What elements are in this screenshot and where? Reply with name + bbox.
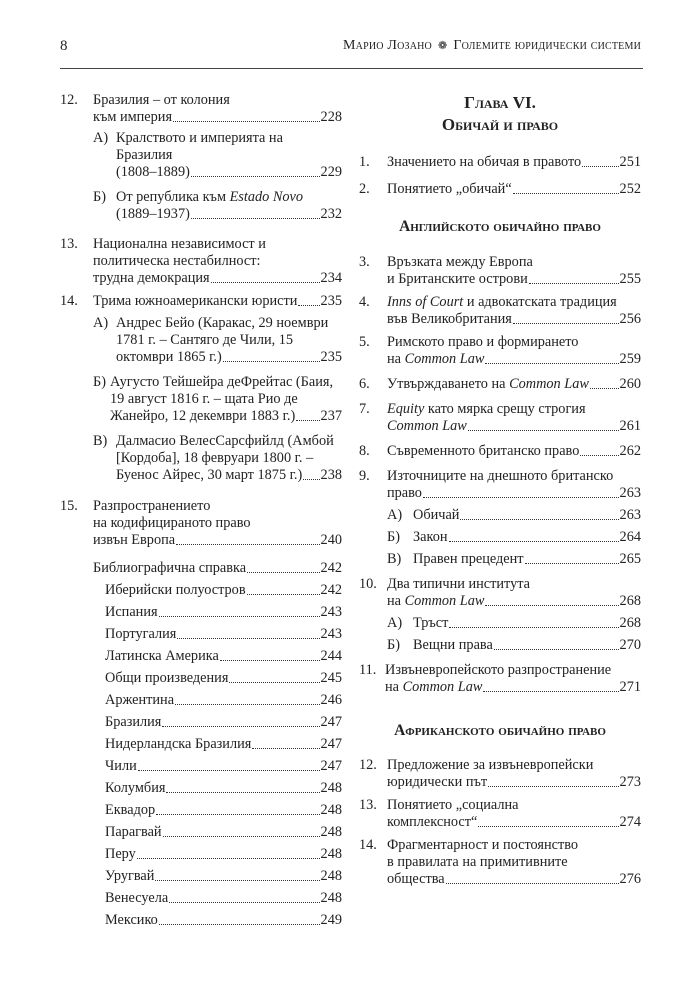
leader-dots	[211, 282, 320, 283]
toc-entry-r3[interactable]	[359, 254, 641, 288]
toc-entry-r11[interactable]	[359, 662, 641, 696]
leader-dots	[169, 902, 319, 903]
entry-title-line: Извъневропейското разпространение	[385, 662, 612, 678]
toc-entry-r14[interactable]	[359, 837, 641, 888]
entry-page: 255	[619, 271, 641, 287]
chapter-title: Обичай и право	[441, 115, 559, 134]
bibliography-item[interactable]	[105, 648, 342, 665]
entry-number: 12.	[359, 757, 377, 773]
header-rule	[60, 68, 643, 69]
leader-dots	[423, 497, 619, 498]
entry-number: 8.	[359, 443, 370, 459]
entry-title-line: трудна демокрация	[93, 270, 210, 286]
entry-title-line: Колумбия	[105, 780, 166, 796]
leader-dots	[478, 826, 618, 827]
entry-title-line: Значението на обичая в правото	[387, 154, 582, 170]
entry-page: 234	[320, 270, 342, 286]
leader-dots	[177, 638, 319, 639]
entry-page: 247	[320, 714, 342, 730]
leader-dots	[155, 880, 319, 881]
entry-page: 243	[320, 604, 342, 620]
toc-subentry-14a[interactable]	[60, 315, 342, 366]
entry-page: 248	[320, 824, 342, 840]
entry-number: 4.	[359, 294, 370, 310]
leader-dots	[525, 563, 619, 564]
entry-title-line: Понятието „социална	[387, 797, 519, 813]
entry-title-line: Аугусто Тейшейра деФрейтас (Баия,	[110, 374, 334, 390]
entry-title-line: Правен прецедент	[413, 551, 524, 567]
entry-title-line: Иберийски полуостров	[105, 582, 246, 598]
leader-dots	[468, 430, 619, 431]
entry-letter: А)	[93, 130, 109, 146]
leader-dots	[159, 616, 320, 617]
leader-dots	[485, 363, 618, 364]
entry-letter: Б)	[387, 637, 400, 653]
entry-page: 247	[320, 758, 342, 774]
bibliography-item[interactable]	[105, 824, 342, 841]
leader-dots	[446, 883, 619, 884]
bibliography-item[interactable]	[105, 846, 342, 863]
bibliography-item[interactable]	[105, 912, 342, 929]
entry-page: 248	[320, 890, 342, 906]
entry-title-line: Фрагментарност и постоянство	[387, 837, 579, 853]
leader-dots	[252, 748, 319, 749]
entry-title-line: Трима южноамерикански юристи	[93, 293, 298, 309]
entry-title-line: Андрес Бейо (Каракас, 29 ноември	[116, 315, 329, 331]
entry-title-line: Предложение за извъневропейски	[387, 757, 594, 773]
toc-entry-14[interactable]	[60, 293, 342, 310]
bibliography-item[interactable]	[105, 868, 342, 885]
entry-title-line: Буенос Айрес, 30 март 1875 г.)	[116, 467, 303, 483]
bibliography-item[interactable]	[105, 714, 342, 731]
entry-title-line: Еквадор	[105, 802, 156, 818]
toc-left-column	[60, 92, 342, 929]
entry-number: 13.	[60, 236, 78, 252]
entry-letter: В)	[93, 433, 108, 449]
entry-page: 276	[619, 871, 641, 887]
section-heading-african-law: Африканското обичайно право	[394, 722, 606, 739]
bibliography-item[interactable]	[105, 802, 342, 819]
toc-right-column	[359, 92, 641, 888]
leader-dots	[488, 786, 618, 787]
entry-page: 261	[619, 418, 641, 434]
entry-page: 263	[619, 485, 641, 501]
bibliography-item[interactable]	[105, 736, 342, 753]
entry-title-line: октомври 1865 г.)	[116, 349, 222, 365]
leader-dots	[229, 682, 319, 683]
entry-title-line: Inns of Court и адвокатската традиция	[387, 294, 617, 310]
entry-number: 6.	[359, 376, 370, 392]
entry-number: 9.	[359, 468, 370, 484]
entry-letter: Б)	[387, 529, 400, 545]
entry-number: 12.	[60, 92, 78, 108]
entry-title-line: Жанейро, 12 декември 1883 г.)	[110, 408, 296, 424]
leader-dots	[449, 627, 618, 628]
leader-dots	[494, 649, 619, 650]
bibliography-item[interactable]	[105, 890, 342, 907]
entry-title-line: Библиографична справка	[93, 560, 247, 576]
entry-title-line: Бразилия	[105, 714, 162, 730]
toc-entry-r5[interactable]	[359, 334, 641, 368]
entry-title-line: От република към Estado Novo	[116, 189, 304, 205]
entry-title-line: юридически път	[387, 774, 488, 790]
entry-title-line: Португалия	[105, 626, 177, 642]
leader-dots	[298, 305, 319, 306]
ornament-icon: ❁	[437, 40, 448, 52]
section-heading-english-law: Английското обичайно право	[399, 218, 601, 235]
entry-number: 10.	[359, 576, 377, 592]
entry-title-line: Equity като мярка срещу строгия	[387, 401, 586, 417]
leader-dots	[159, 924, 320, 925]
entry-title-line: Понятието „обичай“	[387, 181, 512, 197]
leader-dots	[175, 704, 319, 705]
entry-title-line: Общи произведения	[105, 670, 229, 686]
entry-title-line: Кралството и империята на Бразилия	[116, 130, 283, 163]
leader-dots	[166, 792, 319, 793]
entry-title-line: в правилата на примитивните	[387, 854, 568, 870]
entry-title-line: 1781 г. – Сантяго де Чили, 15	[116, 332, 294, 348]
bibliography-item[interactable]	[105, 758, 342, 775]
leader-dots	[460, 519, 618, 520]
entry-page: 251	[619, 154, 641, 170]
entry-number: 13.	[359, 797, 377, 813]
leader-dots	[483, 691, 618, 692]
leader-dots	[449, 541, 619, 542]
entry-number: 15.	[60, 498, 78, 514]
leader-dots	[582, 166, 618, 167]
entry-page: 248	[320, 802, 342, 818]
entry-title-line: на Common Law	[387, 593, 485, 609]
entry-title-line: политическа нестабилност:	[93, 253, 261, 269]
entry-title-line: Връзката между Европа	[387, 254, 533, 270]
leader-dots	[156, 814, 319, 815]
entry-letter: В)	[387, 551, 402, 567]
bibliography-item[interactable]	[105, 780, 342, 797]
entry-title-line: Утвърждаването на Common Law	[387, 376, 589, 392]
toc-entry-12[interactable]	[60, 92, 342, 126]
toc-entry-15[interactable]	[60, 498, 342, 549]
entry-title-line: на кодифицираното право	[93, 515, 251, 531]
leader-dots	[513, 323, 619, 324]
entry-title-line: Закон	[413, 529, 448, 545]
entry-page: 232	[320, 206, 342, 222]
entry-title-line: право	[387, 485, 422, 501]
entry-page: 256	[619, 311, 641, 327]
entry-title-line: Далмасио ВелесСарсфийлд (Амбой	[116, 433, 334, 449]
toc-subentry-r9c[interactable]	[359, 551, 641, 568]
book-title: Големите юридически системи	[453, 38, 641, 53]
entry-title-line: Тръст	[413, 615, 449, 631]
entry-number: 1.	[359, 154, 370, 170]
entry-title-line: Римското право и формирането	[387, 334, 579, 350]
entry-title-line: на Common Law	[387, 351, 485, 367]
entry-page: 264	[619, 529, 641, 545]
leader-dots	[176, 544, 319, 545]
entry-page: 246	[320, 692, 342, 708]
entry-title-line: (1889–1937)	[116, 206, 190, 222]
entry-title-line: Испания	[105, 604, 158, 620]
entry-letter: А)	[387, 507, 403, 523]
entry-number: 14.	[359, 837, 377, 853]
page-number: 8	[60, 38, 68, 54]
leader-dots	[580, 455, 618, 456]
entry-title-line: Аржентина	[105, 692, 175, 708]
entry-title-line: общества	[387, 871, 445, 887]
entry-title-line: Венесуела	[105, 890, 169, 906]
toc-subentry-12b[interactable]	[60, 189, 342, 223]
toc-entry-r4[interactable]	[359, 294, 641, 328]
toc-subentry-12a[interactable]	[60, 130, 342, 181]
entry-page: 235	[320, 293, 342, 309]
entry-page: 229	[320, 164, 342, 180]
leader-dots	[247, 594, 320, 595]
entry-title-line: [Кордоба], 18 февруари 1800 г. –	[116, 450, 314, 466]
leader-dots	[173, 121, 320, 122]
entry-page: 248	[320, 846, 342, 862]
leader-dots	[137, 858, 320, 859]
entry-number: 11.	[359, 662, 377, 678]
entry-title-line: Бразилия – от колония	[93, 92, 230, 108]
entry-title-line: Мексико	[105, 912, 158, 928]
leader-dots	[247, 572, 319, 573]
entry-page: 273	[619, 774, 641, 790]
toc-entry-r13[interactable]	[359, 797, 641, 831]
leader-dots	[138, 770, 320, 771]
bibliography-item[interactable]	[105, 670, 342, 687]
chapter-label: Глава VI.	[464, 93, 536, 112]
entry-title-line: към империя	[93, 109, 173, 125]
entry-page: 268	[619, 615, 641, 631]
author-name: Марио Лозано	[343, 38, 432, 53]
toc-entry-r10[interactable]	[359, 576, 641, 610]
leader-dots	[303, 479, 319, 480]
entry-page: 270	[619, 637, 641, 653]
entry-page: 242	[320, 560, 342, 576]
toc-entry-r6[interactable]	[359, 376, 641, 393]
bibliography-item[interactable]	[105, 692, 342, 709]
entry-number: 2.	[359, 181, 370, 197]
leader-dots	[529, 283, 619, 284]
entry-title-line: Латинска Америка	[105, 648, 219, 664]
entry-page: 252	[619, 181, 641, 197]
entry-number: 3.	[359, 254, 370, 270]
entry-page: 271	[619, 679, 641, 695]
bibliography-item[interactable]	[105, 626, 342, 643]
entry-page: 268	[619, 593, 641, 609]
entry-title-line: Вещни права	[413, 637, 493, 653]
leader-dots	[485, 605, 618, 606]
toc-entry-r12[interactable]	[359, 757, 641, 791]
bibliography-item[interactable]	[105, 604, 342, 621]
entry-number: 5.	[359, 334, 370, 350]
leader-dots	[191, 176, 320, 177]
entry-page: 240	[320, 532, 342, 548]
entry-page: 243	[320, 626, 342, 642]
entry-title-line: Разпространението	[93, 498, 211, 514]
entry-page: 265	[619, 551, 641, 567]
entry-letter: А)	[93, 315, 109, 331]
entry-number: 14.	[60, 293, 78, 309]
entry-title-line: извън Европа	[93, 532, 176, 548]
bibliography-list	[60, 582, 342, 929]
entry-title-line: на Common Law	[385, 679, 483, 695]
toc-subentry-14b[interactable]	[60, 374, 342, 425]
toc-entry-r7[interactable]	[359, 401, 641, 435]
toc-subentry-r10a[interactable]	[359, 615, 641, 632]
entry-title-line: комплексност“	[387, 814, 478, 830]
leader-dots	[220, 660, 320, 661]
toc-subentry-14c[interactable]	[60, 433, 342, 484]
entry-title-line: Чили	[105, 758, 137, 774]
entry-title-line: Common Law	[387, 418, 467, 434]
entry-letter: Б)	[93, 189, 106, 205]
entry-page: 263	[619, 507, 641, 523]
bibliography-item[interactable]	[105, 582, 342, 599]
entry-page: 248	[320, 780, 342, 796]
leader-dots	[162, 726, 319, 727]
running-header	[343, 38, 641, 54]
toc-subentry-r9a[interactable]	[359, 507, 641, 524]
toc-entry-r8[interactable]	[359, 443, 641, 460]
entry-page: 262	[619, 443, 641, 459]
toc-subentry-r9b[interactable]	[359, 529, 641, 546]
entry-page: 260	[619, 376, 641, 392]
entry-title-line: Съвременното британско право	[387, 443, 580, 459]
entry-letter: А)	[387, 615, 403, 631]
entry-title-line: Два типични института	[387, 576, 531, 592]
toc-entry-13[interactable]	[60, 236, 342, 287]
entry-page: 244	[320, 648, 342, 664]
entry-title-line: Източниците на днешното британско	[387, 468, 614, 484]
entry-page: 248	[320, 868, 342, 884]
leader-dots	[513, 193, 619, 194]
entry-title-line: 19 август 1816 г. – щата Рио де	[110, 391, 298, 407]
entry-title-line: Национална независимост и	[93, 236, 266, 252]
entry-title-line: Уругвай	[105, 868, 155, 884]
entry-page: 228	[320, 109, 342, 125]
entry-page: 245	[320, 670, 342, 686]
leader-dots	[191, 218, 320, 219]
entry-number: 7.	[359, 401, 370, 417]
toc-entry-r1[interactable]	[359, 154, 641, 171]
leader-dots	[163, 836, 320, 837]
entry-title-line: Нидерландска Бразилия	[105, 736, 252, 752]
entry-page: 247	[320, 736, 342, 752]
entry-title-line: (1808–1889)	[116, 164, 190, 180]
entry-page: 249	[320, 912, 342, 928]
toc-entry-r9[interactable]	[359, 468, 641, 502]
entry-title-line: и Британските острови	[387, 271, 528, 287]
entry-title-line: Парагвай	[105, 824, 162, 840]
entry-page: 259	[619, 351, 641, 367]
entry-page: 235	[320, 349, 342, 365]
entry-title-line: Обичай	[413, 507, 460, 523]
entry-title-line: във Великобритания	[387, 311, 512, 327]
leader-dots	[296, 420, 319, 421]
entry-page: 274	[619, 814, 641, 830]
toc-subentry-r10b[interactable]	[359, 637, 641, 654]
entry-page: 237	[320, 408, 342, 424]
entry-title-line: Перу	[105, 846, 136, 862]
entry-page: 238	[320, 467, 342, 483]
leader-dots	[223, 361, 320, 362]
entry-letter: Б)	[93, 374, 106, 390]
leader-dots	[590, 388, 619, 389]
entry-page: 242	[320, 582, 342, 598]
toc-bibliography[interactable]	[60, 560, 342, 577]
toc-entry-r2[interactable]	[359, 181, 641, 198]
